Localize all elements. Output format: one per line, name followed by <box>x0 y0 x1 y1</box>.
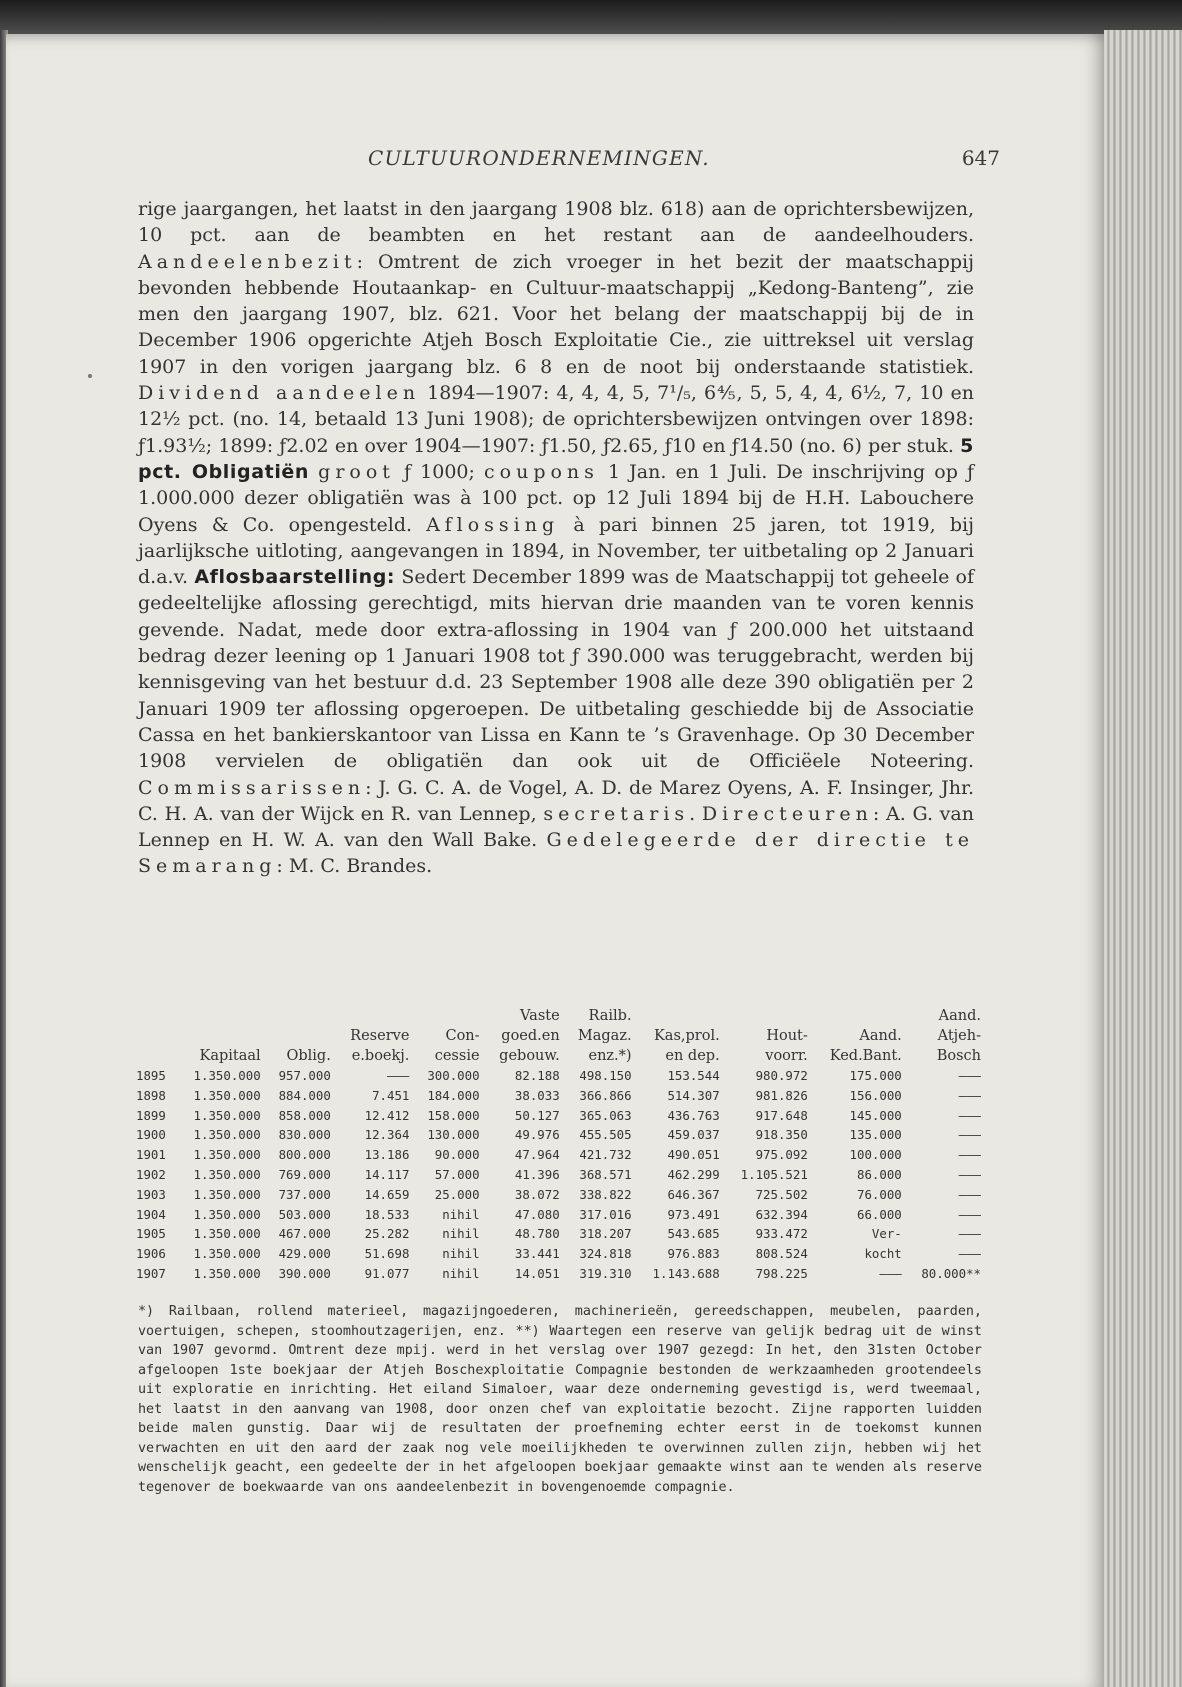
year-cell: 1899 <box>136 1107 166 1123</box>
table-cell: 318.207 <box>579 1226 632 1242</box>
statistics-table <box>136 1006 984 1284</box>
section-heading-directeuren: Directeuren <box>701 802 873 825</box>
table-cell: 981.826 <box>755 1087 808 1103</box>
table-cell: 632.394 <box>755 1206 808 1222</box>
column-header: Vaste goed.en gebouw. <box>499 1008 560 1064</box>
table-cell: 49.976 <box>514 1127 560 1143</box>
table-cell: 91.077 <box>364 1265 410 1281</box>
body-text-segment: . <box>689 802 702 825</box>
table-cell: 1.350.000 <box>193 1087 261 1103</box>
table-cell: 918.350 <box>755 1127 808 1143</box>
table-cell: 300.000 <box>427 1068 480 1083</box>
margin-dot <box>88 374 92 378</box>
running-title: CULTUURONDERNEMINGEN. <box>368 146 710 170</box>
table-cell: 1.350.000 <box>193 1226 261 1242</box>
table-cell: 86.000 <box>857 1166 902 1182</box>
table-cell: 975.092 <box>755 1147 808 1163</box>
table-cell: 1.105.521 <box>740 1166 808 1182</box>
body-text-segment: : Omtrent de zich vroeger in het bezit der maatschappij bevonden hebbende Houtaankap- en Cultuur-maatschappij „Kedong-Banteng”, zie men den jaargang 1907, blz. 621. Voor het belang der maatschappij bij de in December 1906 opgerichte Atjeh Bosch Exploitatie Cie., zie uittreksel uit verslag 1907 in den vorigen jaargang blz. 6 8 en de noot bij onderstaande statistiek. <box>138 250 974 378</box>
table-cell: 366.866 <box>579 1087 632 1103</box>
table-cell: 324.818 <box>579 1246 632 1262</box>
table-cell: 800.000 <box>278 1147 331 1163</box>
table-cell: 14.117 <box>364 1166 410 1182</box>
body-text-segment: rige jaargangen, het laatst in den jaargang 1908 blz. 618) aan de oprichtersbewijzen, 10 pct. aan de beambten en het restant aan de aandeelhouders. <box>138 198 974 247</box>
table-cell: 459.037 <box>667 1127 720 1143</box>
table-cell: 725.502 <box>755 1186 808 1202</box>
table-header-row <box>136 1006 984 1066</box>
table-cell: 462.299 <box>667 1166 720 1182</box>
table-cell: 80.000** <box>921 1265 981 1281</box>
table-cell: 1.350.000 <box>193 1127 261 1143</box>
table-cell: 421.732 <box>579 1147 632 1163</box>
table-cell: 1.350.000 <box>193 1166 261 1182</box>
table-cell: ——— <box>958 1147 981 1163</box>
table-cell: 830.000 <box>278 1127 331 1143</box>
table-cell: 503.000 <box>278 1206 331 1222</box>
table-cell: 48.780 <box>514 1226 560 1242</box>
table-cell: 514.307 <box>667 1087 720 1103</box>
body-text-segment <box>309 461 318 483</box>
table-cell: 957.000 <box>278 1068 331 1083</box>
table-cell: 808.524 <box>755 1246 808 1262</box>
column-header: Kas,prol. en dep. <box>653 1028 720 1064</box>
column-header: Aand. Ked.Bant. <box>829 1028 902 1064</box>
column-header: Hout- voorr. <box>765 1028 808 1064</box>
table-cell: 51.698 <box>364 1246 410 1262</box>
table-cell: 82.188 <box>514 1068 560 1083</box>
table-cell: 1.350.000 <box>193 1265 261 1281</box>
column-header: Reserve e.boekj. <box>350 1028 410 1064</box>
column-header: Kapitaal <box>199 1048 261 1064</box>
table-cell: 25.000 <box>434 1186 480 1202</box>
table-cell: 365.063 <box>579 1107 632 1123</box>
table-cell: 38.072 <box>514 1186 560 1202</box>
table-cell: 429.000 <box>278 1246 331 1262</box>
table-cell: nihil <box>442 1265 480 1281</box>
table-cell: 47.964 <box>514 1147 560 1163</box>
table-row <box>136 1086 984 1106</box>
table-cell: 543.685 <box>667 1226 720 1242</box>
table-cell: 1.143.688 <box>652 1265 720 1281</box>
spaced-term-secretaris: secretaris <box>543 802 690 825</box>
table-cell: ——— <box>879 1265 902 1281</box>
spaced-term-coupons: coupons <box>484 460 599 483</box>
table-cell: 7.451 <box>372 1087 410 1103</box>
table-cell: nihil <box>442 1206 480 1222</box>
year-cell: 1895 <box>136 1068 166 1083</box>
table-cell: ——— <box>958 1186 981 1202</box>
table-cell: 14.659 <box>364 1186 410 1202</box>
table-cell: 467.000 <box>278 1226 331 1242</box>
table-cell: 737.000 <box>278 1186 331 1202</box>
body-text-segment: ƒ 1000; <box>394 460 484 483</box>
table-row <box>136 1125 984 1145</box>
table-cell: 317.016 <box>579 1206 632 1222</box>
table-cell: 130.000 <box>427 1127 480 1143</box>
table-cell: 184.000 <box>427 1087 480 1103</box>
section-heading-commissarissen: Commissarissen <box>138 776 366 799</box>
body-text-segment: Sedert December 1899 was de Maatschappij tot geheele of gedeeltelijke aflossing gerechtigd, mits hiervan drie maanden van te voren kennis gevende. Nadat, mede door extra-aflossing in 1904 van ƒ 200.000 het uitstaand bedrag dezer leening op 1 Januari 1908 tot ƒ 390.000 was teruggebracht, werden bij kennisgeving van het bestuur d.d. 23 September 1908 alle deze 390 obligatiën per 2 Januari 1909 ter aflossing opgeroepen. De uitbetaling geschiedde bij de Associatie Cassa en het bankierskantoor van Lissa en Kann te ’s Gravenhage. Op 30 December 1908 vervielen de obligatiën dan ook uit de Officiëele Noteering. <box>138 566 974 773</box>
table-row <box>136 1244 984 1264</box>
year-cell: 1904 <box>136 1206 166 1222</box>
table-cell: 436.763 <box>667 1107 720 1123</box>
table-cell: 368.571 <box>579 1166 632 1182</box>
year-cell: 1900 <box>136 1127 166 1143</box>
column-header: Aand. Atjeh- Bosch <box>936 1008 981 1064</box>
table-cell: nihil <box>442 1246 480 1262</box>
table-cell: 100.000 <box>849 1147 902 1163</box>
year-cell: 1898 <box>136 1087 166 1103</box>
table-cell: 135.000 <box>849 1127 902 1143</box>
page-number: 647 <box>961 146 1000 170</box>
table-cell: 145.000 <box>849 1107 902 1123</box>
table-cell: 933.472 <box>755 1226 808 1242</box>
table-cell: 175.000 <box>849 1068 902 1083</box>
table-cell: Ver- <box>871 1226 902 1242</box>
table-row <box>136 1165 984 1185</box>
table-cell: 858.000 <box>278 1107 331 1123</box>
table-cell: 1.350.000 <box>193 1147 261 1163</box>
table-row <box>136 1205 984 1225</box>
table-cell: 1.350.000 <box>193 1246 261 1262</box>
year-cell: 1901 <box>136 1147 166 1163</box>
body-text-segment: : A. G. van Lennep en H. W. A. van den Wall Bake. <box>138 802 974 852</box>
table-cell: 917.648 <box>755 1107 808 1123</box>
body-text-segment: à pari binnen 25 jaren, tot 1919, bij jaarlijksche uitloting, aangevangen in 1894, in November, ter uitbetaling op 2 Januari d.a.v. <box>138 513 974 589</box>
body-text-segment: 1894—1907: 4, 4, 4, 5, 7¹/₅, 6⅘, 5, 5, 4, 4, 6½, 7, 10 en 12½ pct. (no. 14, betaald 13 Juni 1908); de oprichtersbewijzen ontvingen over 1898: ƒ1.93½; 1899: ƒ2.02 en over 1904—1907: ƒ1.50, ƒ2.65, ƒ10 en ƒ14.50 (no. 6) per stuk. <box>138 382 974 457</box>
table-cell: 18.533 <box>364 1206 410 1222</box>
table-cell: 66.000 <box>857 1206 902 1222</box>
table-cell: 57.000 <box>434 1166 480 1182</box>
table-cell: 884.000 <box>278 1087 331 1103</box>
table-row <box>136 1224 984 1244</box>
table-cell: 490.051 <box>667 1147 720 1163</box>
table-cell: 12.364 <box>364 1127 410 1143</box>
table-cell: 47.080 <box>514 1206 560 1222</box>
section-heading-gedelegeerde: Gedelegeerde der directie te Semarang <box>138 829 974 878</box>
table-cell: 1.350.000 <box>193 1206 261 1222</box>
table-cell: 12.412 <box>364 1107 410 1123</box>
table-cell: 338.822 <box>579 1186 632 1202</box>
section-heading-aandeelenbezit: Aandeelenbezit <box>138 250 357 273</box>
table-cell: 769.000 <box>278 1166 331 1182</box>
table-cell: 76.000 <box>857 1186 902 1202</box>
table-cell: 25.282 <box>364 1226 410 1242</box>
table-cell: 1.350.000 <box>193 1107 261 1123</box>
column-header <box>136 1006 176 1066</box>
table-cell: ——— <box>958 1127 981 1143</box>
spaced-term-aflossing: Aflossing <box>426 513 560 536</box>
table-cell: 90.000 <box>434 1147 480 1163</box>
table-cell: 153.544 <box>667 1068 720 1083</box>
table-cell: 14.051 <box>514 1265 560 1281</box>
table-cell: 390.000 <box>278 1265 331 1281</box>
statistics-table-wrap <box>136 1006 984 1284</box>
table-cell: 156.000 <box>849 1087 902 1103</box>
year-cell: 1906 <box>136 1246 166 1262</box>
body-text-segment: : J. G. C. A. de Vogel, A. D. de Marez Oyens, A. F. Insinger, Jhr. C. H. A. van der Wijck en R. van Lennep, <box>138 776 974 825</box>
table-cell: 50.127 <box>514 1107 560 1123</box>
table-cell: ——— <box>958 1206 981 1222</box>
table-cell: kocht <box>864 1246 902 1262</box>
table-cell: 319.310 <box>579 1265 632 1281</box>
section-heading-aflosbaarstelling: Aflosbaarstelling: <box>194 566 396 589</box>
body-text-segment: : M. C. Brandes. <box>276 855 433 878</box>
table-row <box>136 1145 984 1165</box>
body-paragraph <box>138 196 974 880</box>
table-row <box>136 1106 984 1126</box>
column-header: Railb. Magaz. enz.*) <box>577 1008 632 1064</box>
table-cell: 158.000 <box>427 1107 480 1123</box>
table-cell: ——— <box>387 1068 410 1083</box>
year-cell: 1903 <box>136 1186 166 1202</box>
spaced-term-groot: groot <box>318 460 395 483</box>
table-row <box>136 1264 984 1284</box>
table-cell: 38.033 <box>514 1087 560 1103</box>
section-heading-obligatien: 5 pct. Obligatiën <box>138 434 974 483</box>
table-cell: ——— <box>958 1107 981 1123</box>
table-cell: 13.186 <box>364 1147 410 1163</box>
table-cell: ——— <box>958 1166 981 1182</box>
table-cell: 1.350.000 <box>193 1186 261 1202</box>
table-footnotes: *) Railbaan, rollend materieel, magazijngoederen, machinerieën, gereedschappen, meubelen, paarden, voertuigen, schepen, stoomhoutzagerijen, enz. **) Waartegen een reserve van gelijk bedrag uit de winst van 1907 gevormd. Omtrent deze mpij. werd in het verslag over 1907 gezegd: In het, den 31sten October afgeloopen 1ste boekjaar der Atjeh Boschexploitatie Compagnie bestonden de werkzaamheden grootendeels uit exploratie en inrichting. Het eiland Simaloer, waar deze onderneming gevestigd is, werd tweemaal, het laatst in den aanvang van 1908, door onzen chef van exploitatie bezocht. Zijne rapporten luidden beide malen gunstig. Daar wij de resultaten der proefneming echter eerst in de toekomst kunnen verwachten en uit den aard der zaak nog vele moeilijkheden te overwinnen zullen zijn, hebben wij het wenschelijk geacht, een gedeelte der in het afgeloopen boekjaar gemaakte winst aan te wenden als reserve tegenover de boekwaarde van ons aandeelenbezit in bovengenoemde compagnie. <box>138 1304 982 1495</box>
table-cell: 33.441 <box>514 1246 560 1262</box>
body-text-segment: 1 Jan. en 1 Juli. De inschrijving op ƒ 1.000.000 dezer obligatiën was à 100 pct. op 12 Juli 1894 bij de H.H. Labouchere Oyens & Co. opengesteld. <box>138 460 974 536</box>
table-body <box>136 1066 984 1284</box>
table-row <box>136 1185 984 1205</box>
table-cell: nihil <box>442 1226 480 1242</box>
column-header: Oblig. <box>286 1048 331 1064</box>
table-cell: 980.972 <box>755 1068 808 1083</box>
table-cell: 41.396 <box>514 1166 560 1182</box>
book-page-edges <box>1104 30 1182 1687</box>
table-cell: 646.367 <box>667 1186 720 1202</box>
table-cell: 798.225 <box>755 1265 808 1281</box>
table-cell: ——— <box>958 1087 981 1103</box>
table-cell: 498.150 <box>579 1068 632 1083</box>
table-cell: ——— <box>958 1246 981 1262</box>
year-cell: 1902 <box>136 1166 166 1182</box>
year-cell: 1905 <box>136 1226 166 1242</box>
table-row <box>136 1066 984 1086</box>
table-cell: 976.883 <box>667 1246 720 1262</box>
year-cell: 1907 <box>136 1265 166 1281</box>
column-header: Con- cessie <box>434 1028 480 1064</box>
section-heading-dividend: Dividend aandeelen <box>138 382 421 405</box>
table-cell: 1.350.000 <box>193 1068 261 1083</box>
table-cell: 455.505 <box>579 1127 632 1143</box>
table-cell: 973.491 <box>667 1206 720 1222</box>
table-cell: ——— <box>958 1068 981 1083</box>
table-cell: ——— <box>958 1226 981 1242</box>
